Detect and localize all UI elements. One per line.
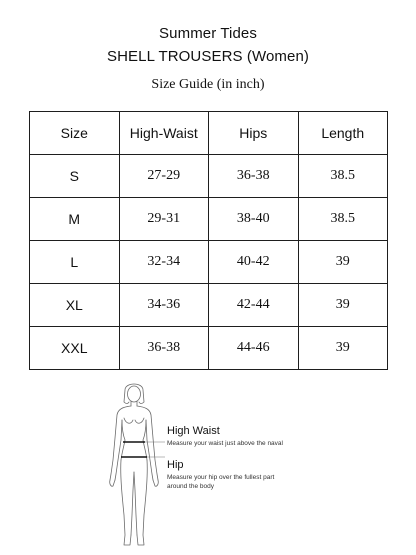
hips-cell: 36-38 — [209, 155, 299, 198]
hips-cell: 42-44 — [209, 284, 299, 327]
column-header-length: Length — [298, 112, 388, 155]
high-waist-legend — [167, 425, 387, 448]
brand-name: Summer Tides — [159, 25, 257, 42]
length-cell: 39 — [298, 241, 388, 284]
size-cell: L — [30, 241, 120, 284]
high-waist-cell: 32-34 — [119, 241, 209, 284]
hips-cell: 44-46 — [209, 327, 299, 370]
table-header-row — [30, 112, 388, 155]
length-cell: 38.5 — [298, 198, 388, 241]
high-waist-cell: 34-36 — [119, 284, 209, 327]
size-cell: XL — [30, 284, 120, 327]
table-row — [30, 155, 388, 198]
table-row — [30, 241, 388, 284]
hips-cell: 38-40 — [209, 198, 299, 241]
column-header-size: Size — [30, 112, 120, 155]
product-title: SHELL TROUSERS (Women) — [107, 48, 309, 65]
length-cell: 39 — [298, 284, 388, 327]
length-cell: 39 — [298, 327, 388, 370]
hip-legend — [167, 459, 387, 491]
table-row — [30, 284, 388, 327]
high-waist-cell: 36-38 — [119, 327, 209, 370]
table-row — [30, 327, 388, 370]
body-outline-icon — [103, 380, 165, 550]
table-row — [30, 198, 388, 241]
column-header-high-waist: High-Waist — [119, 112, 209, 155]
header — [0, 24, 416, 95]
hip-title: Hip — [167, 459, 184, 471]
high-waist-title: High Waist — [167, 425, 220, 437]
high-waist-cell: 29-31 — [119, 198, 209, 241]
hips-cell: 40-42 — [209, 241, 299, 284]
column-header-hips: Hips — [209, 112, 299, 155]
high-waist-cell: 27-29 — [119, 155, 209, 198]
size-chart-table — [29, 111, 388, 370]
size-cell: M — [30, 198, 120, 241]
size-guide-subtitle: Size Guide (in inch) — [151, 77, 265, 92]
length-cell: 38.5 — [298, 155, 388, 198]
hip-description-line-1: Measure your hip over the fullest part — [167, 474, 275, 481]
hip-description-line-2: around the body — [167, 483, 214, 490]
high-waist-description: Measure your waist just above the naval — [167, 440, 283, 447]
size-cell: S — [30, 155, 120, 198]
size-cell: XXL — [30, 327, 120, 370]
